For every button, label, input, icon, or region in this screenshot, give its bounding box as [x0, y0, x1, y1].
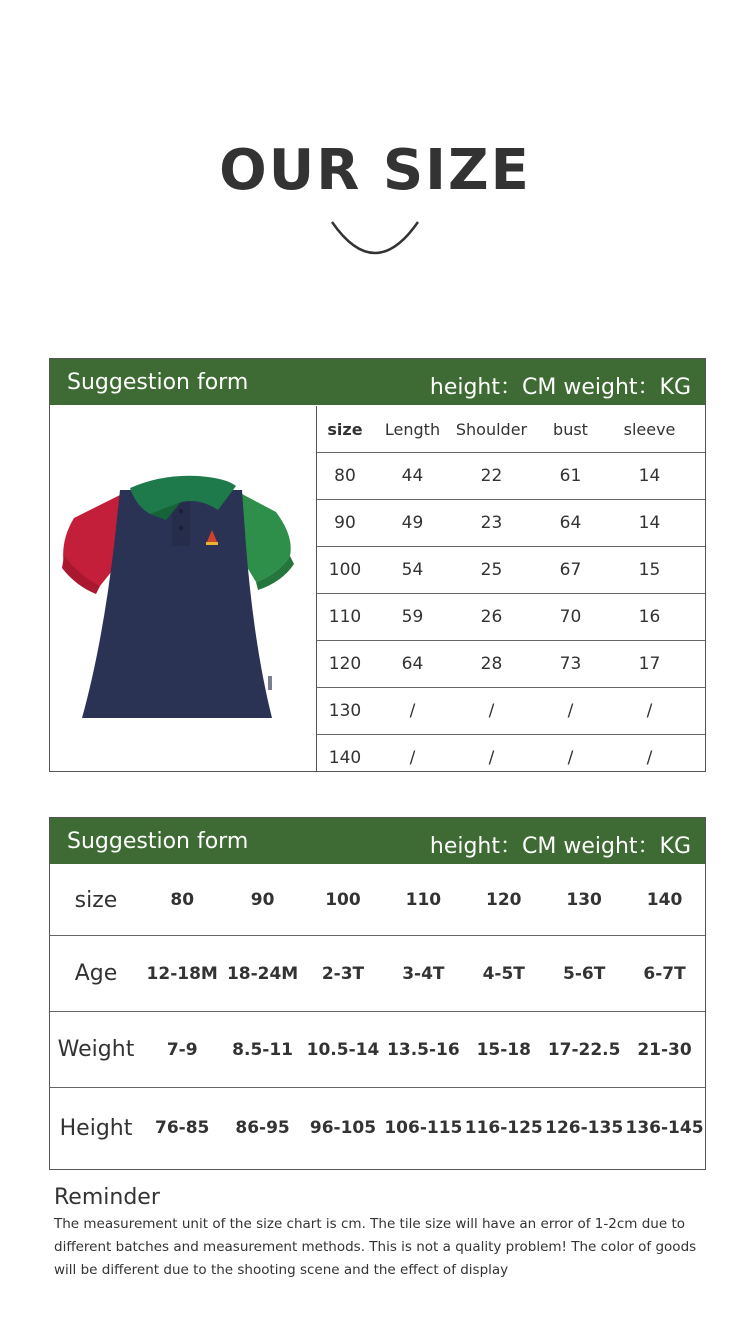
- size-measurement-panel: [49, 358, 706, 772]
- table-cell: 21-30: [637, 1039, 692, 1060]
- table-cell: 64: [401, 654, 424, 674]
- table-row: [317, 688, 705, 735]
- table-cell: 7-9: [166, 1039, 198, 1060]
- product-photo: [50, 406, 317, 771]
- page-title: OUR SIZE: [219, 138, 531, 203]
- table-cell: 126-135: [545, 1118, 624, 1138]
- table-cell: 14: [638, 513, 661, 533]
- banner-units: height：CM weight：KG: [429, 375, 691, 400]
- header-cell: Length: [384, 419, 441, 439]
- table-cell: 136-145: [625, 1118, 704, 1138]
- table-cell: 110: [405, 890, 442, 910]
- panel-banner: [50, 359, 705, 405]
- table-row-size: [50, 865, 705, 936]
- banner-title: Suggestion form: [67, 829, 249, 854]
- table-cell: 44: [401, 466, 424, 486]
- recommendation-table: [50, 865, 705, 1168]
- table-row: [317, 735, 705, 781]
- table-row: [317, 453, 705, 500]
- table-cell: 28: [480, 654, 503, 674]
- row-label: Height: [59, 1115, 133, 1141]
- table-cell: 3-4T: [402, 963, 445, 984]
- table-cell: 49: [401, 513, 424, 533]
- table-cell: 110: [328, 607, 362, 627]
- table-cell: 67: [559, 560, 582, 580]
- table-cell: 106-115: [384, 1118, 463, 1138]
- table-cell: 73: [559, 654, 582, 674]
- table-row: [317, 641, 705, 688]
- table-cell: 80: [334, 466, 356, 486]
- header-cell: Shoulder: [455, 419, 528, 439]
- header-cell: sleeve: [623, 419, 676, 439]
- table-cell: 120: [328, 654, 362, 674]
- table-cell: 2-3T: [321, 963, 365, 984]
- table-cell: 96-105: [309, 1118, 377, 1138]
- table-header-row: [317, 406, 705, 453]
- table-cell: 13.5-16: [387, 1039, 460, 1060]
- row-label: size: [74, 887, 118, 913]
- table-cell: 8.5-11: [232, 1039, 293, 1060]
- table-row: [317, 547, 705, 594]
- table-cell: /: [409, 748, 416, 768]
- table-cell: 70: [559, 607, 582, 627]
- table-cell: 86-95: [235, 1118, 290, 1138]
- table-cell: /: [646, 748, 653, 768]
- table-cell: 14: [638, 466, 661, 486]
- row-label: Weight: [57, 1037, 135, 1062]
- reminder-title: Reminder: [54, 1185, 160, 1210]
- table-cell: /: [488, 701, 495, 721]
- table-cell: 16: [638, 607, 661, 627]
- table-cell: 6-7T: [643, 963, 686, 984]
- table-cell: 140: [646, 890, 683, 910]
- table-row: [317, 594, 705, 641]
- table-cell: 18-24M: [226, 963, 299, 984]
- table-cell: 22: [480, 466, 503, 486]
- table-cell: 76-85: [155, 1118, 210, 1138]
- row-label: Age: [74, 961, 118, 986]
- table-cell: 64: [559, 513, 582, 533]
- table-cell: 90: [250, 890, 275, 910]
- table-row-weight: [50, 1012, 705, 1088]
- table-cell: 130: [566, 890, 602, 910]
- table-cell: 4-5T: [482, 963, 525, 984]
- table-cell: /: [409, 701, 416, 721]
- table-cell: 140: [328, 748, 362, 768]
- table-cell: 116-125: [464, 1118, 543, 1138]
- table-cell: 80: [170, 890, 195, 910]
- header-cell: bust: [553, 419, 588, 439]
- table-cell: 17: [638, 654, 661, 674]
- smile-divider-icon: [328, 218, 422, 258]
- table-cell: 25: [480, 560, 503, 580]
- banner-title: Suggestion form: [67, 370, 249, 395]
- table-cell: 10.5-14: [306, 1039, 380, 1060]
- table-row-age: [50, 936, 705, 1012]
- panel-banner: [50, 818, 705, 864]
- reminder-text: The measurement unit of the size chart is cm. The tile size will have an error of 1-2cm due to different batches and measurement methods. This is not a quality problem! The color of goods will be different due to the shooting scene and the effect of display: [54, 1216, 697, 1278]
- measurement-table: [317, 406, 705, 781]
- table-cell: 17-22.5: [547, 1039, 621, 1060]
- table-cell: 15-18: [476, 1039, 531, 1060]
- table-cell: 23: [480, 513, 503, 533]
- table-cell: 100: [328, 560, 362, 580]
- table-row-height: [50, 1088, 705, 1168]
- table-cell: /: [567, 748, 574, 768]
- table-cell: 100: [325, 890, 361, 910]
- table-cell: 120: [486, 890, 522, 910]
- header-cell: size: [327, 419, 363, 439]
- table-cell: 61: [559, 466, 582, 486]
- banner-units: height：CM weight：KG: [429, 834, 691, 859]
- table-cell: 15: [638, 560, 661, 580]
- table-cell: 130: [328, 701, 362, 721]
- table-row: [317, 500, 705, 547]
- polo-dress-image: [50, 406, 316, 771]
- table-cell: /: [488, 748, 495, 768]
- table-cell: 90: [334, 513, 356, 533]
- table-cell: 59: [401, 607, 424, 627]
- table-cell: 12-18M: [146, 963, 218, 984]
- table-cell: 26: [480, 607, 503, 627]
- table-cell: 5-6T: [562, 963, 606, 984]
- size-recommendation-panel: [49, 817, 706, 1170]
- table-cell: 54: [401, 560, 424, 580]
- table-cell: /: [646, 701, 653, 721]
- table-cell: /: [567, 701, 574, 721]
